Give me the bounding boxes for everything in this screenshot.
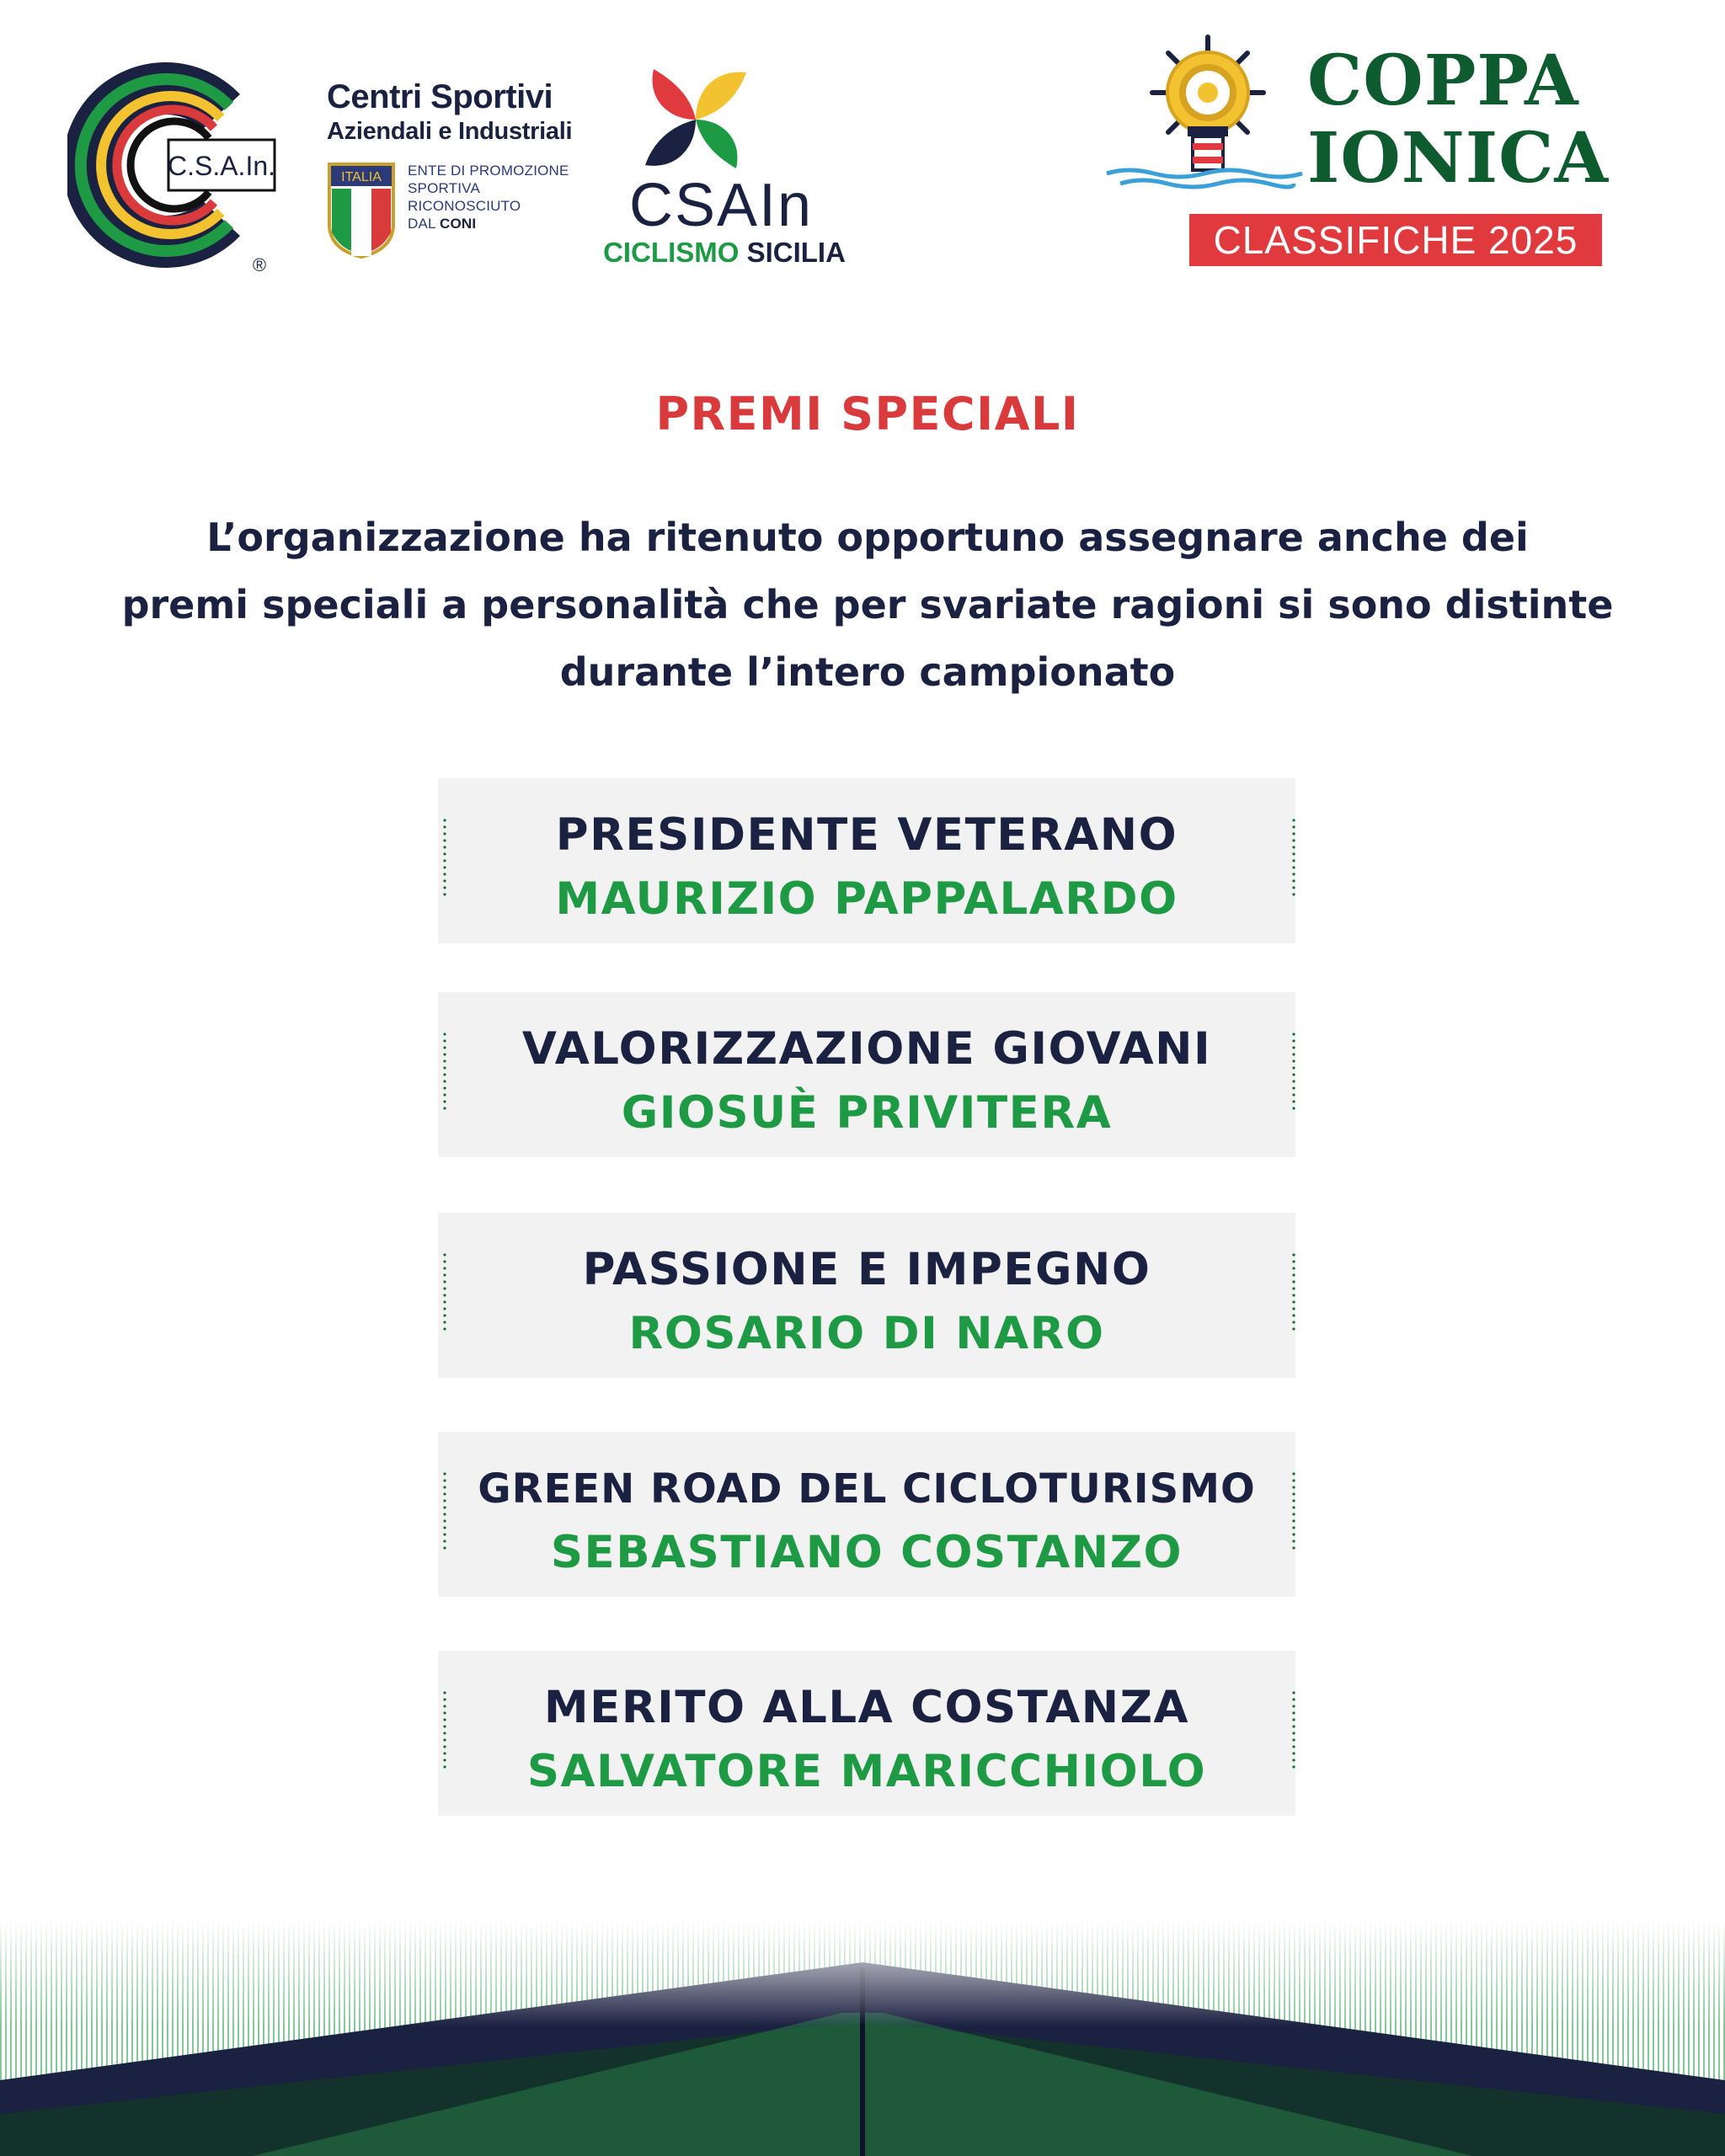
coni-line2: SPORTIVA: [408, 180, 480, 196]
award-winner: GIOSUÈ PRIVITERA: [621, 1087, 1113, 1139]
award-card: [438, 992, 1295, 1157]
section-title: PREMI SPECIALI: [655, 387, 1080, 440]
org-name-line1: Centri Sportivi: [327, 78, 553, 115]
ciclismo-pinwheel-icon: [603, 47, 788, 190]
ship-wheel-lighthouse-icon: [1103, 25, 1306, 194]
coni-recognition: [408, 162, 569, 232]
award-title: VALORIZZAZIONE GIOVANI: [521, 1023, 1212, 1075]
footer-road-graphic: [0, 1920, 1725, 2156]
coni-name: CONI: [439, 216, 477, 232]
coppa-ionica-title: [1307, 42, 1609, 197]
award-card: [438, 1432, 1295, 1597]
ciclismo-brand: CSAIn: [628, 172, 814, 239]
registered-mark: ®: [252, 254, 267, 275]
italia-shield-icon: [327, 162, 396, 259]
award-title: PASSIONE E IMPEGNO: [582, 1244, 1151, 1295]
org-name-line2: Aziendali e Industriali: [327, 118, 573, 145]
ciclismo-sub-green: CICLISMO: [603, 237, 740, 268]
organization-name: [327, 77, 572, 147]
coni-line1: ENTE DI PROMOZIONE: [408, 163, 569, 179]
intro-paragraph: [101, 504, 1634, 706]
award-winner: SALVATORE MARICCHIOLO: [526, 1746, 1207, 1797]
award-winner: MAURIZIO PAPPALARDO: [555, 873, 1178, 925]
intro-line: durante l’intero campionato: [559, 649, 1176, 695]
csain-logo-text: C.S.A.In.: [167, 151, 276, 181]
award-winner: ROSARIO DI NARO: [628, 1308, 1105, 1359]
award-title: MERITO ALLA COSTANZA: [543, 1682, 1190, 1733]
coni-line4-prefix: DAL: [408, 216, 440, 232]
csain-logo: [67, 40, 278, 276]
coni-line3: RICONOSCIUTO: [408, 198, 521, 214]
shield-label: ITALIA: [341, 170, 382, 184]
classifiche-badge: CLASSIFICHE 2025: [1189, 214, 1602, 266]
ciclismo-sub-dark: SICILIA: [746, 237, 846, 268]
award-card: [438, 1651, 1295, 1816]
award-title: GREEN ROAD DEL CICLOTURISMO: [478, 1465, 1256, 1513]
intro-line: L’organizzazione ha ritenuto opportuno assegnare anche dei: [206, 515, 1529, 560]
award-title: PRESIDENTE VETERANO: [555, 809, 1178, 861]
award-card: [438, 778, 1295, 943]
coni-line4: [408, 215, 569, 232]
coppa-line2: IONICA: [1307, 118, 1609, 199]
award-winner: SEBASTIANO COSTANZO: [550, 1527, 1183, 1578]
ciclismo-subtitle: [590, 237, 859, 268]
intro-line: premi speciali a personalità che per svariate ragioni si sono distinte: [121, 582, 1614, 627]
award-card: [438, 1213, 1295, 1378]
coppa-line1: COPPA: [1307, 40, 1579, 121]
